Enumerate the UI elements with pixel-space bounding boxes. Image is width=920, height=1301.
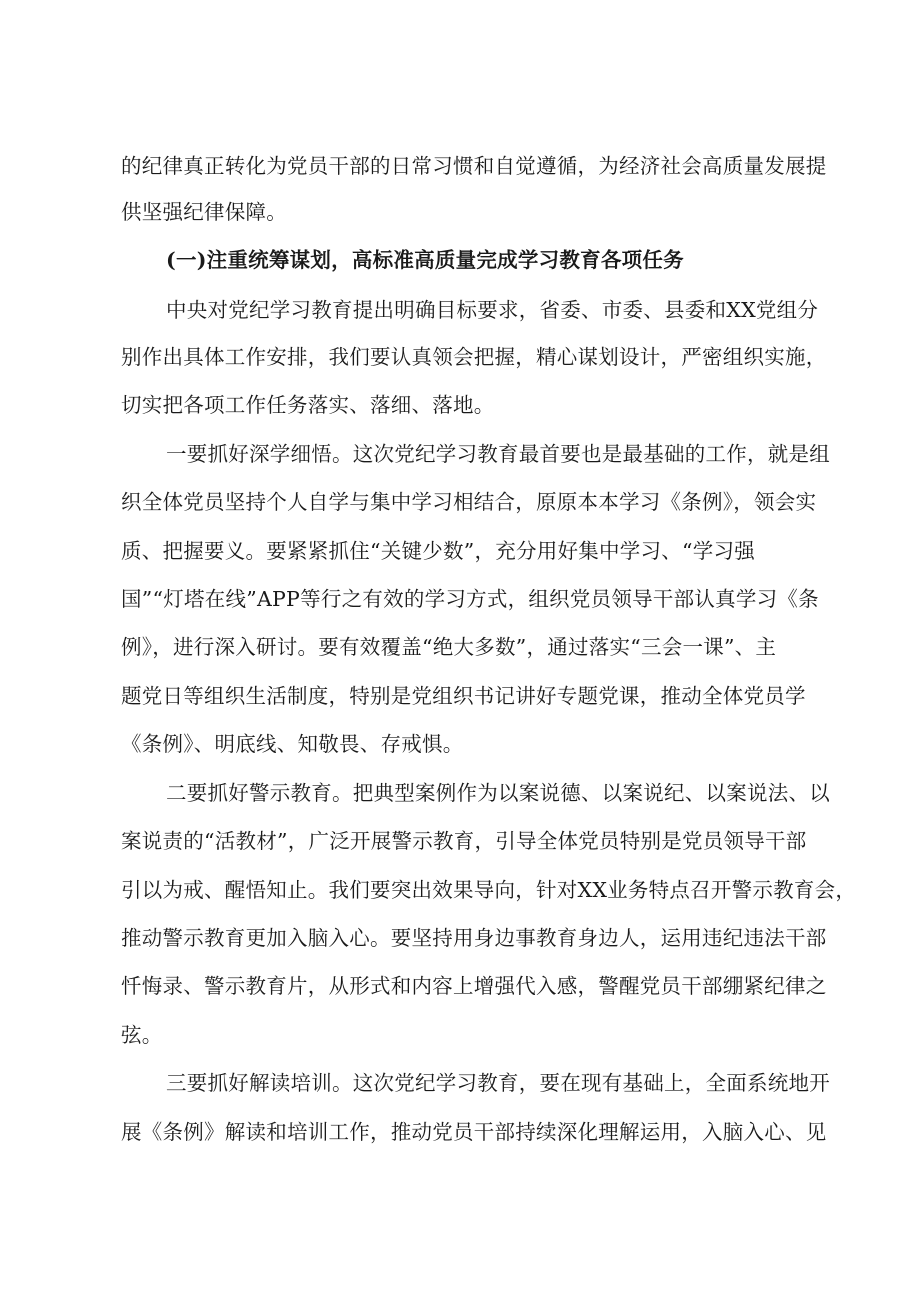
text-line-11: 例》，进行深入研讨。要有效覆盖“绝大多数”，通过落实“三会一课”、主 xyxy=(121,635,777,659)
text-line-7: 一要抓好深学细悟。这次党纪学习教育最首要也是最基础的工作，就是组 xyxy=(166,442,830,466)
text-line-8: 织全体党员坚持个人自学与集中学习相结合，原原本本学习《条例》，领会实 xyxy=(121,490,817,514)
text-line-4: 中央对党纪学习教育提出明确目标要求，省委、市委、县委和XX党组分 xyxy=(166,298,819,322)
text-line-14: 二要抓好警示教育。把典型案例作为以案说德、以案说纪、以案说法、以 xyxy=(166,781,830,805)
text-line-9: 质、把握要义。要紧紧抓住“关键少数”，充分用好集中学习、“学习强 xyxy=(121,539,755,563)
text-line-18: 忏悔录、警示教育片，从形式和内容上增强代入感，警醒党员干部绷紧纪律之 xyxy=(121,974,827,998)
text-line-5: 别作出具体工作安排，我们要认真领会把握，精心谋划设计，严密组织实施， xyxy=(121,345,827,369)
text-line-12: 题党日等组织生活制度，特别是党组织书记讲好专题党课，推动全体党员学 xyxy=(121,684,806,708)
text-line-19: 弦。 xyxy=(121,1023,163,1047)
text-line-10: 国”“灯塔在线”APP等行之有效的学习方式，组织党员领导干部认真学习《条 xyxy=(121,587,819,611)
text-line-20: 三要抓好解读培训。这次党纪学习教育，要在现有基础上，全面系统地开 xyxy=(166,1071,830,1095)
text-line-21: 展《条例》解读和培训工作，推动党员干部持续深化理解运用，入脑入心、见 xyxy=(121,1120,827,1144)
text-line-1: 的纪律真正转化为党员干部的日常习惯和自觉遵循，为经济社会高质量发展提 xyxy=(121,154,827,178)
text-line-2: 供坚强纪律保障。 xyxy=(121,200,287,224)
section-heading: (一)注重统筹谋划，高标准高质量完成学习教育各项任务 xyxy=(166,248,684,272)
text-line-15: 案说责的“活教材”，广泛开展警示教育，引导全体党员特别是党员领导干部 xyxy=(121,829,807,853)
text-line-13: 《条例》、明底线、知敬畏、存戒惧。 xyxy=(121,732,464,756)
text-line-6: 切实把各项工作任务落实、落细、落地。 xyxy=(121,393,495,417)
text-line-17: 推动警示教育更加入脑入心。要坚持用身边事教育身边人，运用违纪违法干部 xyxy=(121,926,827,950)
text-line-16: 引以为戒、醒悟知止。我们要突出效果导向，针对XX业务特点召开警示教育会， xyxy=(121,878,857,902)
